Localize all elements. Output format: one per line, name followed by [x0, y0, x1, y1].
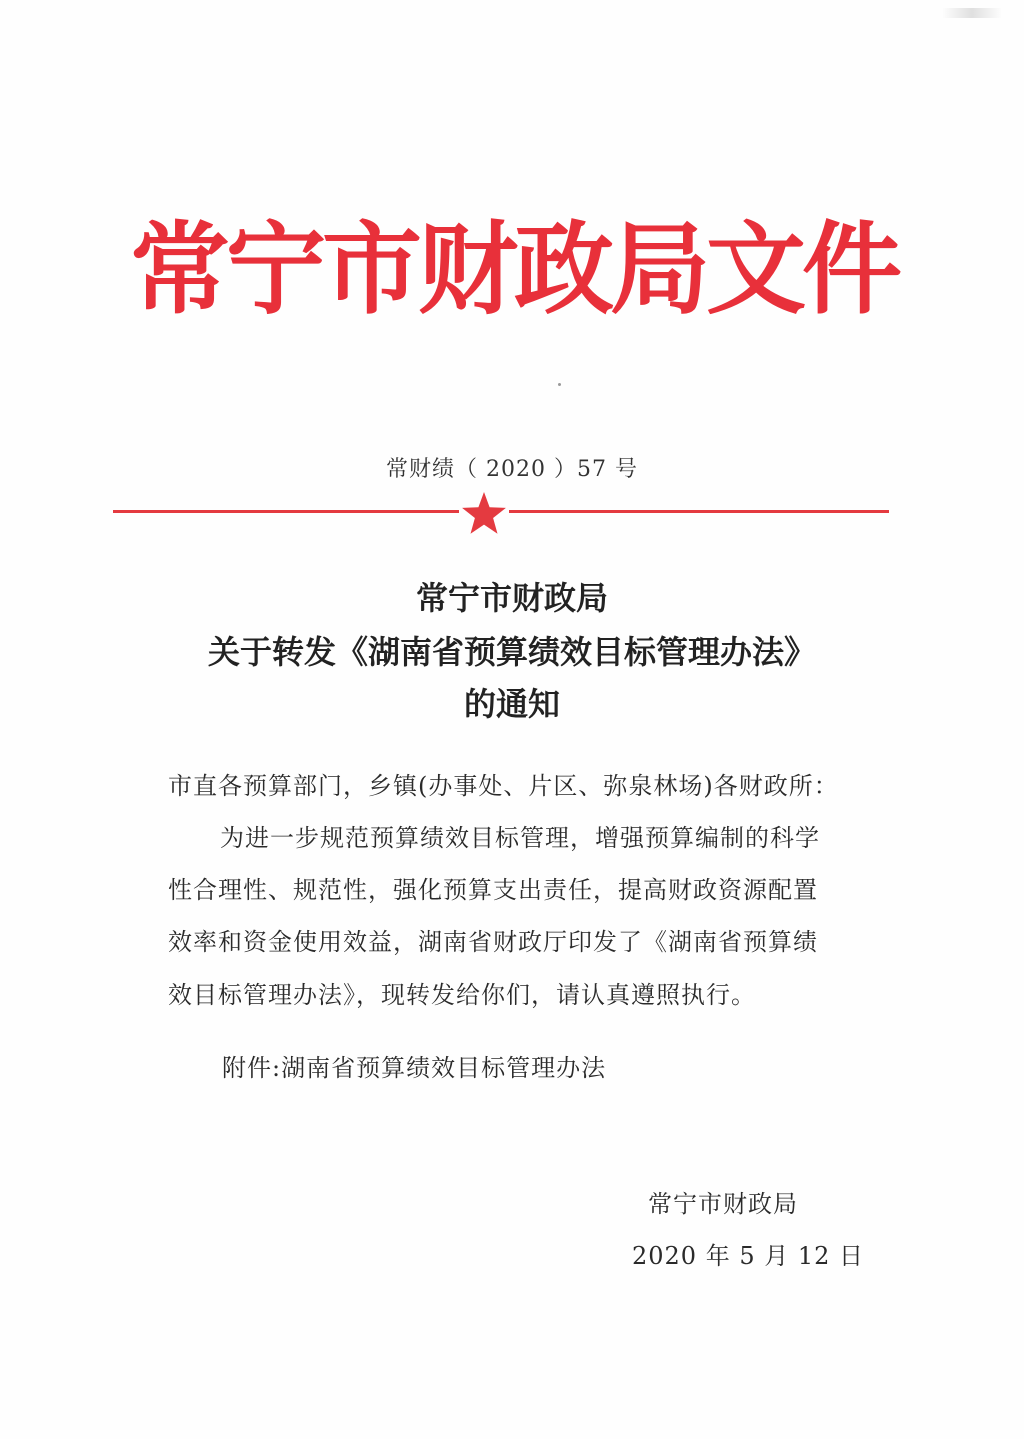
- signature-date: 2020 年 5 月 12 日: [632, 1242, 865, 1270]
- notice-title-line-3: 的通知: [463, 685, 560, 723]
- attachment-line: 附件:湖南省预算绩效目标管理办法: [222, 1054, 607, 1082]
- red-divider-left: [113, 510, 459, 513]
- body-paragraph-line: 效目标管理办法》，现转发给你们，请认真遵照执行。: [168, 981, 756, 1009]
- body-paragraph-line: 效率和资金使用效益，湖南省财政厅印发了《湖南省预算绩: [168, 928, 818, 956]
- notice-title-line-1: 常宁市财政局: [415, 579, 608, 617]
- document-masthead: 常宁市财政局文件: [130, 211, 898, 328]
- scan-artifact: [942, 8, 1002, 18]
- red-divider-right: [509, 510, 889, 513]
- body-paragraph-line: 性合理性、规范性，强化预算支出责任，提高财政资源配置: [168, 876, 818, 904]
- notice-title-line-2: 关于转发《湖南省预算绩效目标管理办法》: [207, 633, 816, 671]
- red-star-icon: [460, 490, 508, 536]
- body-paragraph-line: 为进一步规范预算绩效目标管理，增强预算编制的科学: [220, 824, 820, 852]
- document-number: 常财绩（ 2020 ）57 号: [386, 457, 638, 482]
- addressee: 市直各预算部门，乡镇(办事处、片区、弥泉林场)各财政所：: [168, 772, 839, 800]
- signature-organization: 常宁市财政局: [648, 1190, 798, 1218]
- scan-speck: [558, 383, 561, 386]
